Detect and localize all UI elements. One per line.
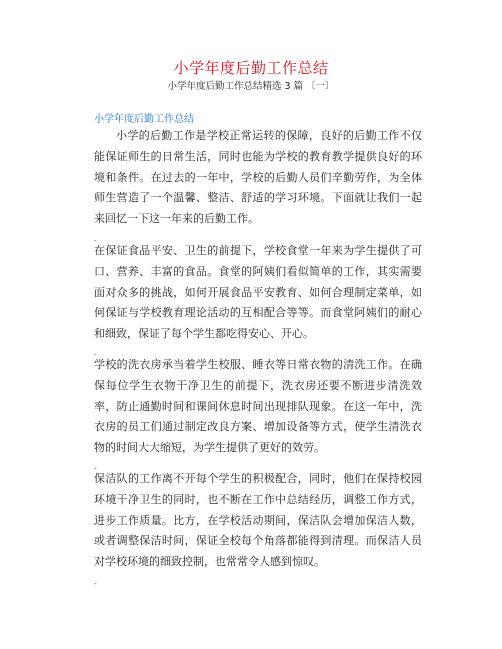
paragraph-marker: - bbox=[94, 350, 97, 359]
paragraph-1: 小学的后勤工作是学校正常运转的保障，良好的后勤工作不仅能保证师生的日常生活，同时也能为学校的教育教学提供良好的环境和条件。在过去的一年中，学校的后勤人员们辛勤劳作，为全体师生营造了一个温馨、整洁、舒适的学习环境。下面就让我们一起来回忆一下这一年来的后勤工作。 bbox=[94, 129, 422, 226]
document-subtitle: 小学年度后勤工作总结精选 3 篇 〔一〕 bbox=[167, 81, 335, 92]
paragraph-marker: - bbox=[94, 579, 97, 588]
document-title: 小学年度后勤工作总结 bbox=[173, 59, 329, 77]
paragraph-2: 在保证食品平安、卫生的前提下，学校食堂一年来为学生提供了可口、营养、丰富的食品。食堂的阿姨们看似简单的工作，其实需要面对众多的挑战，如何开展食品平安教育、如何合理制定菜单，如何保证与学校教育理论活动的互相配合等等。而食堂阿姨们的耐心和细致，保证了每个学生都吃得安心、开心。 bbox=[94, 244, 422, 341]
section-heading: 小学年度后勤工作总结 bbox=[94, 114, 194, 125]
paragraph-marker: - bbox=[94, 464, 97, 473]
paragraph-3: 学校的洗衣房承当着学生校服、睡衣等日常衣物的清洗工作。在确保每位学生衣物干净卫生的前提下，洗衣房还要不断进步清洗效率，防止通勤时间和课间休息时间出现排队现象。在这一年中，洗衣房的员工们通过制定改良方案、增加设备等方式，使学生清洗衣物的时间大大缩短，为学生提供了更好的效劳。 bbox=[94, 358, 422, 455]
paragraph-marker: - bbox=[94, 236, 97, 245]
paragraph-4: 保洁队的工作离不开每个学生的积极配合，同时，他们在保持校园环境干净卫生的同时，也不断在工作中总结经历，调整工作方式，进步工作质量。比方，在学校活动期间，保洁队会增加保洁人数，或者调整保洁时间，保证全校每个角落都能得到清理。而保洁人员对学校环境的细致控制，也常常令人感到惊叹。 bbox=[94, 472, 422, 569]
